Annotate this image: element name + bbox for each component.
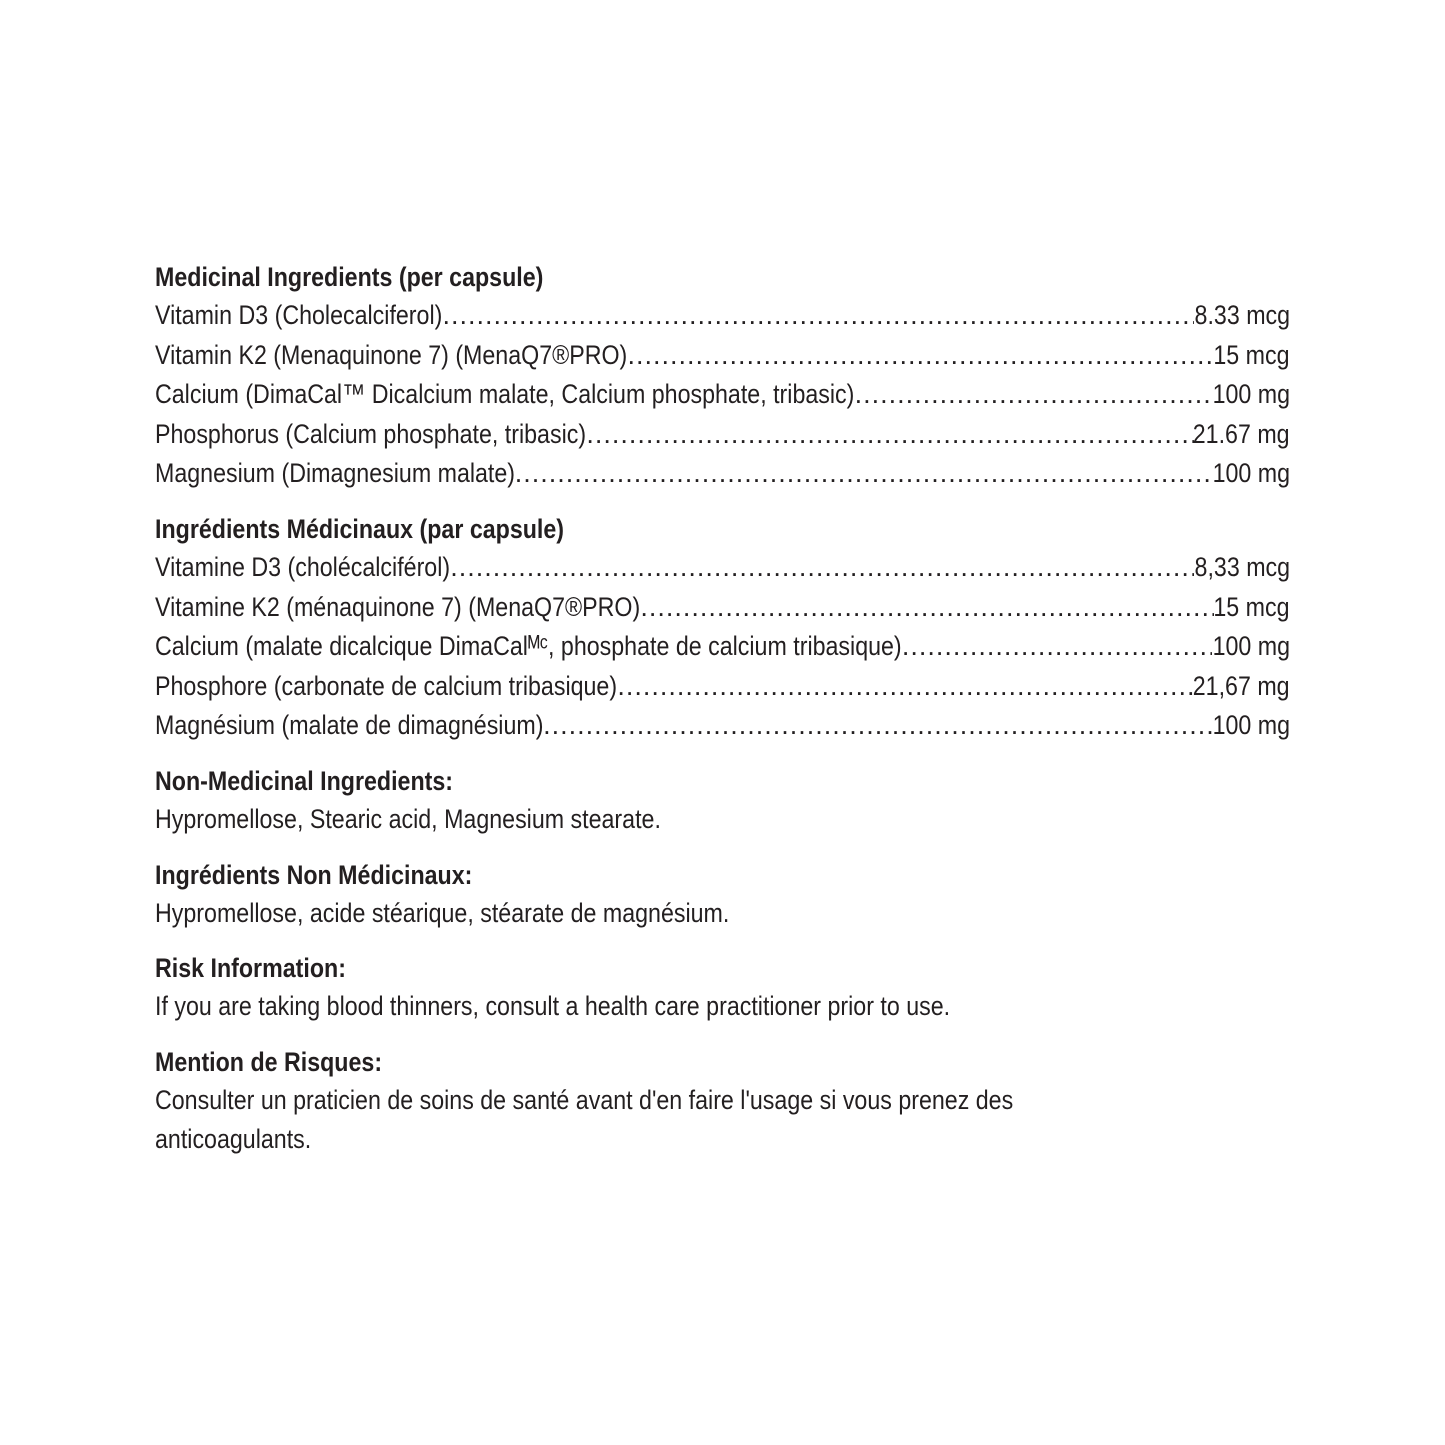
ingredient-name: Magnesium (Dimagnesium malate) (155, 458, 516, 489)
ingredient-name: Phosphorus (Calcium phosphate, tribasic) (155, 418, 587, 449)
ingredient-name: Calcium (malate dicalcique DimaCalᴹᶜ, phosphate de calcium tribasique) (155, 631, 902, 662)
non-medicinal-ingredients-fr (155, 856, 1290, 934)
dot-leader (640, 588, 1214, 628)
ingredient-row (155, 336, 1290, 376)
ingredient-name: Magnésium (malate de dimagnésium) (155, 710, 544, 741)
dot-leader (543, 706, 1212, 746)
ingredient-row (155, 706, 1290, 746)
section-title: Ingrédients Non Médicinaux: (155, 859, 473, 890)
medicinal-ingredients-en (155, 258, 1290, 494)
ingredient-label-panel (155, 258, 1290, 1160)
dot-leader (442, 296, 1194, 336)
ingredient-amount: 15 mcg (1213, 339, 1290, 370)
ingredient-amount: 15 mcg (1213, 591, 1290, 622)
ingredient-amount: 21,67 mg (1193, 670, 1290, 701)
ingredient-row (155, 667, 1290, 707)
section-text-content: If you are taking blood thinners, consult a health care practitioner prior to use. (155, 991, 951, 1022)
dot-leader (902, 627, 1213, 667)
ingredient-name: Vitamine K2 (ménaquinone 7) (MenaQ7®PRO) (155, 591, 641, 622)
section-title: Ingrédients Médicinaux (par capsule) (155, 513, 565, 544)
ingredient-amount: 8,33 mcg (1194, 551, 1290, 582)
section-text-content: Hypromellose, acide stéarique, stéarate de magnésium. (155, 897, 730, 928)
ingredient-amount: 21.67 mg (1193, 418, 1290, 449)
ingredient-amount: 100 mg (1212, 631, 1290, 662)
section-text-content: Hypromellose, Stearic acid, Magnesium stearate. (155, 803, 661, 834)
dot-leader (450, 548, 1194, 588)
ingredient-row (155, 296, 1290, 336)
section-text (155, 800, 1290, 840)
section-text (155, 894, 1290, 934)
ingredient-amount: 100 mg (1212, 379, 1290, 410)
section-text-content: Consulter un praticien de soins de santé avant d'en faire l'usage si vous prenez des anticoagulants. (155, 1084, 1014, 1155)
ingredient-amount: 100 mg (1212, 710, 1290, 741)
ingredient-row (155, 627, 1290, 667)
ingredient-name: Calcium (DimaCal™ Dicalcium malate, Calcium phosphate, tribasic) (155, 379, 855, 410)
ingredient-name: Vitamin D3 (Cholecalciferol) (155, 300, 443, 330)
dot-leader (515, 454, 1213, 494)
ingredient-amount: 8.33 mcg (1194, 300, 1290, 330)
ingredient-name: Vitamin K2 (Menaquinone 7) (MenaQ7®PRO) (155, 339, 628, 370)
dot-leader (855, 375, 1213, 415)
non-medicinal-ingredients-en (155, 762, 1290, 840)
ingredient-amount: 100 mg (1212, 458, 1290, 489)
medicinal-ingredients-fr (155, 510, 1290, 746)
dot-leader (627, 336, 1214, 376)
ingredient-row (155, 415, 1290, 455)
dot-leader (617, 667, 1193, 707)
ingredient-row (155, 454, 1290, 494)
ingredient-row (155, 375, 1290, 415)
section-text (155, 987, 1290, 1027)
ingredient-row (155, 588, 1290, 628)
ingredient-name: Vitamine D3 (cholécalciférol) (155, 551, 451, 582)
dot-leader (586, 415, 1193, 455)
risk-information-fr (155, 1043, 1290, 1160)
section-title: Medicinal Ingredients (per capsule) (155, 262, 544, 292)
ingredient-row (155, 548, 1290, 588)
section-title: Risk Information: (155, 953, 346, 984)
ingredient-name: Phosphore (carbonate de calcium tribasique) (155, 670, 618, 701)
section-text (155, 1081, 1315, 1160)
section-title: Mention de Risques: (155, 1046, 383, 1077)
risk-information-en (155, 949, 1290, 1027)
section-title: Non-Medicinal Ingredients: (155, 765, 454, 796)
